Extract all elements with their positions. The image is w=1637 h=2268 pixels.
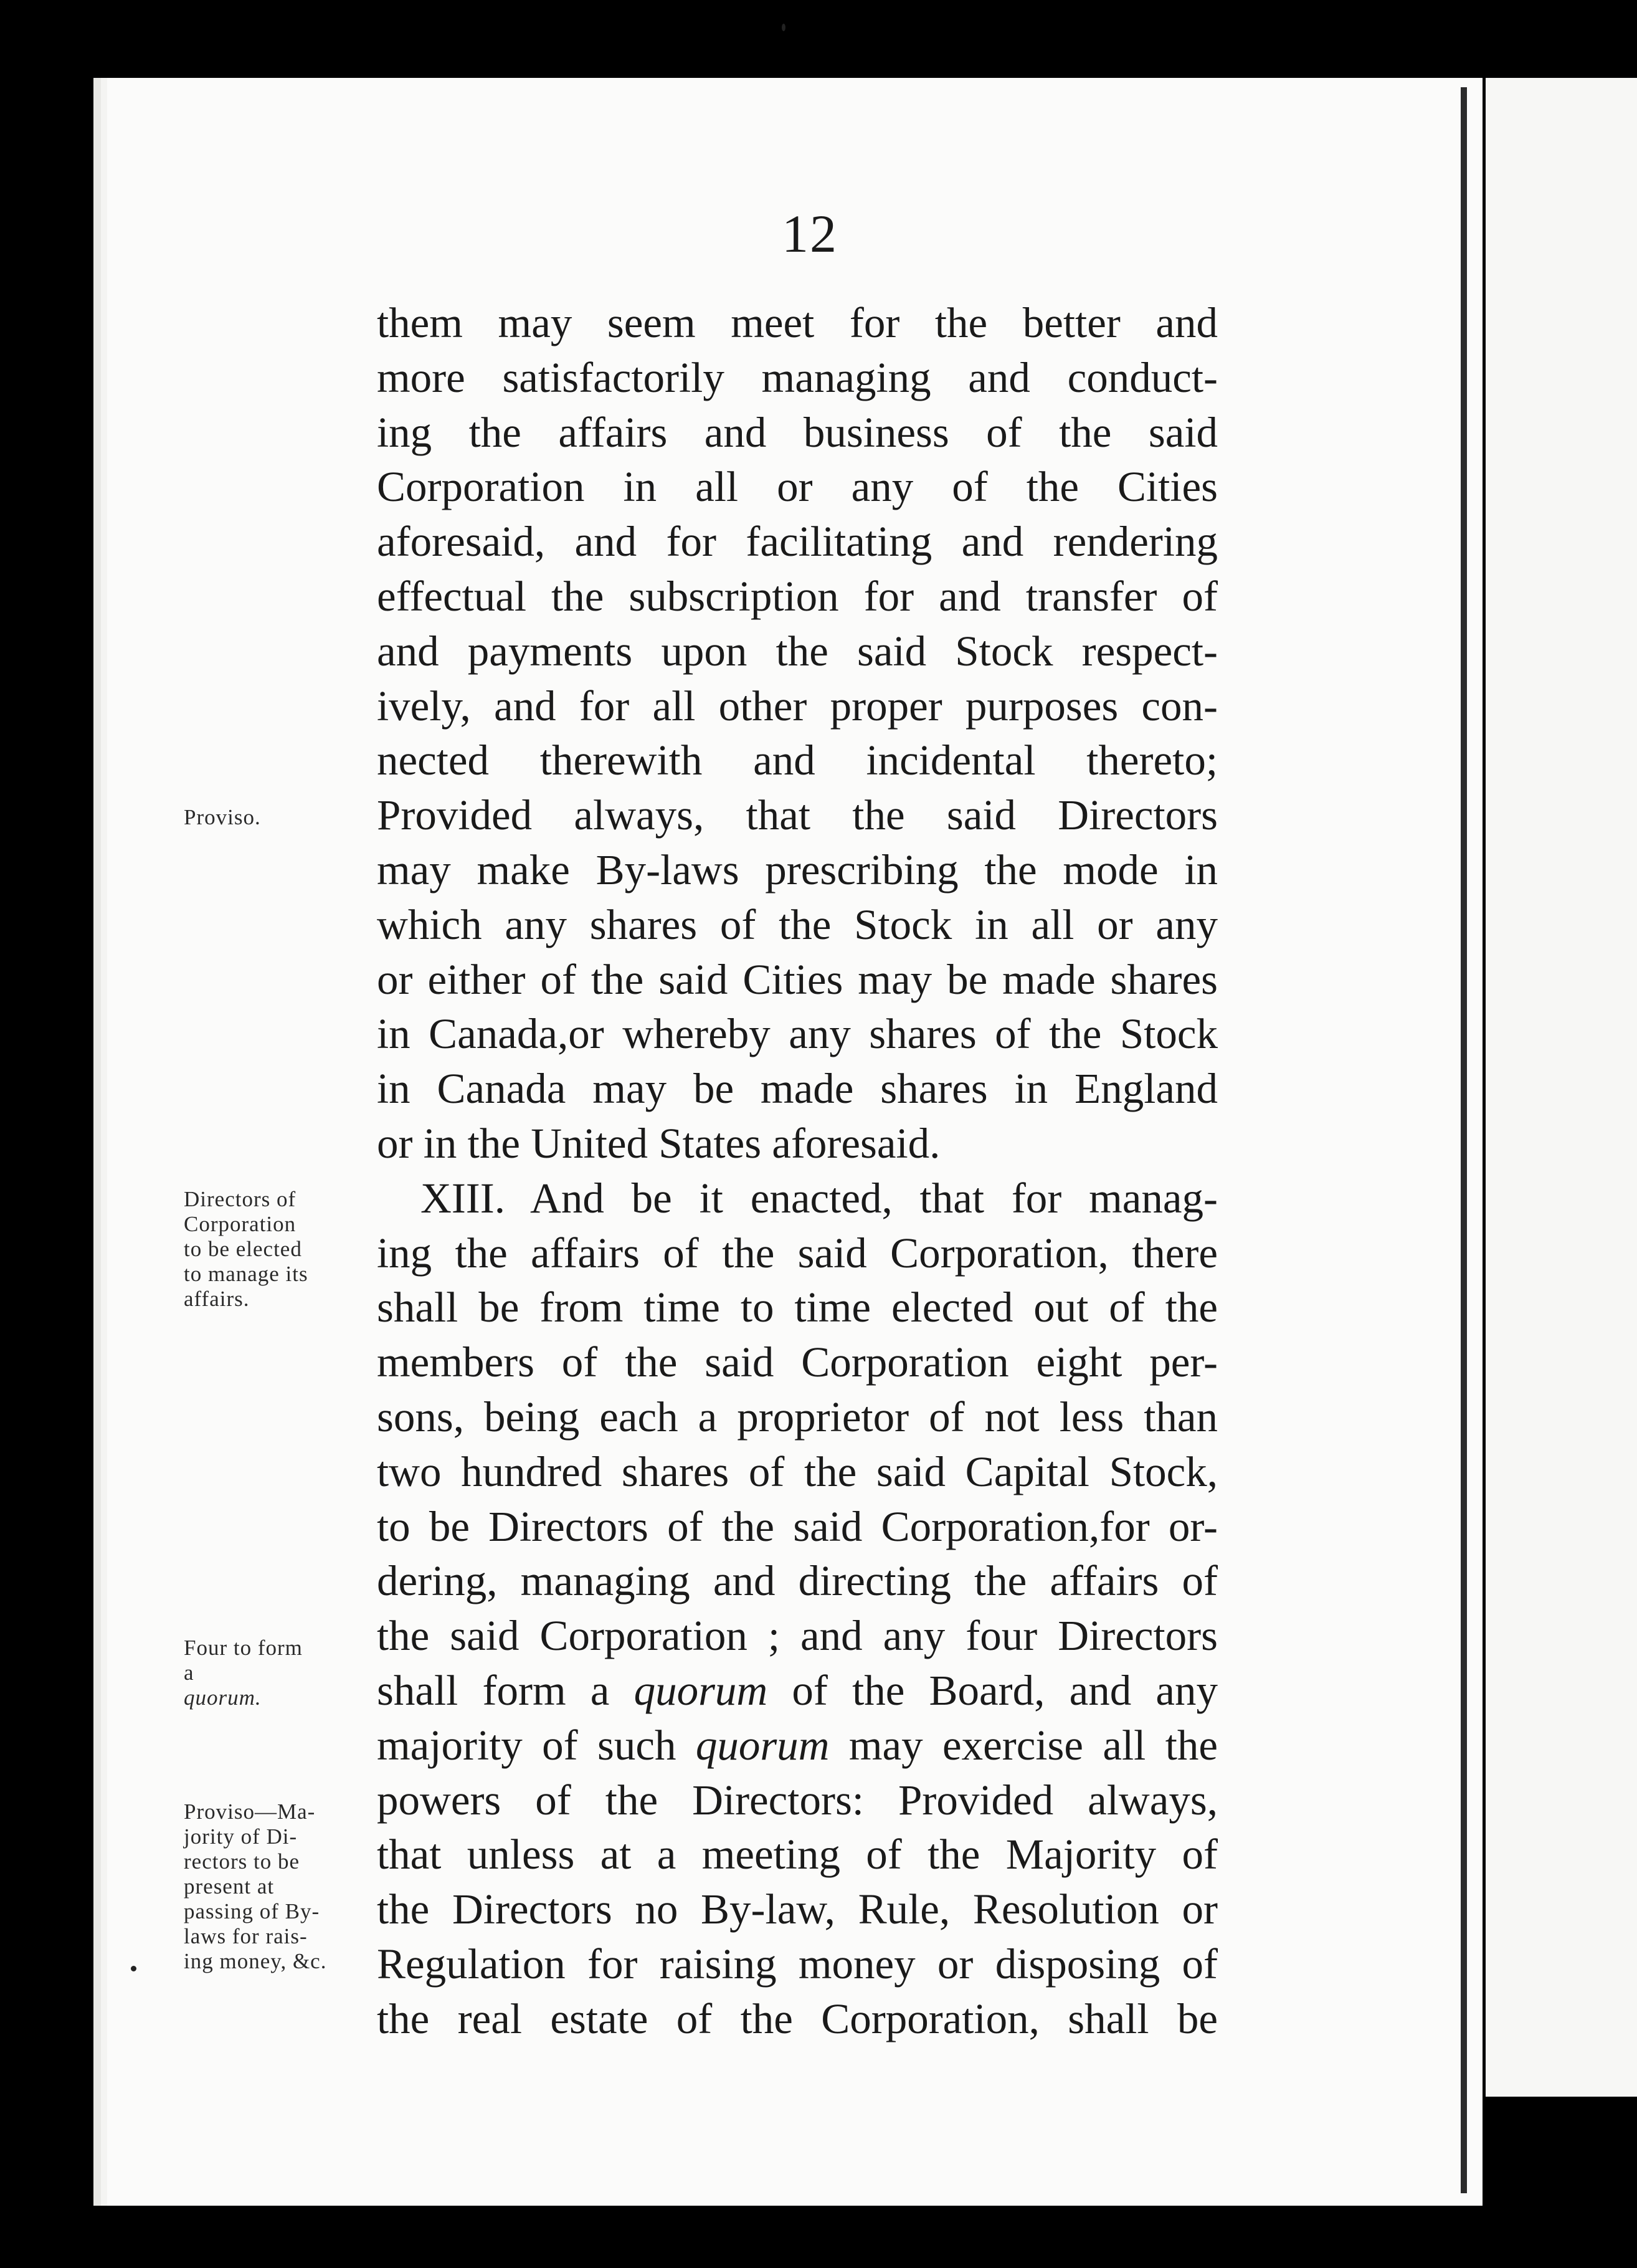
margin-note-line: to manage its	[184, 1262, 308, 1286]
body-line: members of the said Corporation eight per-	[377, 1338, 1218, 1386]
body-line: Corporation in all or any of the Cities	[377, 463, 1218, 511]
body-line: powers of the Directors: Provided always,	[377, 1776, 1218, 1824]
body-line: ing the affairs of the said Corporation, there	[377, 1229, 1218, 1277]
dust-speck	[782, 24, 785, 31]
margin-note-line: Corporation	[184, 1212, 297, 1236]
body-line: in Canada may be made shares in England	[377, 1065, 1218, 1113]
body-line: or either of the said Cities may be made shares	[377, 955, 1218, 1003]
body-line: them may seem meet for the better and	[377, 299, 1218, 346]
margin-note-line: a quorum.	[184, 1660, 374, 1710]
margin-note-line: rectors to be	[184, 1849, 300, 1874]
body-line: shall be from time to time elected out of the	[377, 1284, 1218, 1332]
margin-note-directors	[184, 1187, 374, 1312]
body-line: or in the United States aforesaid.	[377, 1119, 941, 1167]
body-line-quorum: shall form a quorum of the Board, and any	[377, 1666, 1218, 1714]
margin-note-quorum	[184, 1636, 374, 1710]
page-edge-shadow	[1461, 87, 1467, 2193]
body-line: dering, managing and directing the affairs of	[377, 1557, 1218, 1605]
margin-note-line: to be elected	[184, 1237, 302, 1261]
italic-quorum: quorum	[633, 1666, 768, 1714]
facing-page-edge	[1486, 78, 1637, 2097]
body-line: ing the affairs and business of the said	[377, 408, 1218, 456]
body-line: aforesaid, and for facilitating and rendering	[377, 518, 1218, 566]
margin-note-proviso-majority	[184, 1799, 374, 1974]
margin-note-line: jority of Di-	[184, 1824, 298, 1849]
body-line: may make By-laws prescribing the mode in	[377, 846, 1218, 893]
italic-quorum: quorum.	[184, 1685, 262, 1710]
margin-note-line: Directors of	[184, 1187, 297, 1211]
margin-note-line: Four to form	[184, 1636, 303, 1660]
margin-note-line: affairs.	[184, 1287, 250, 1311]
section-heading-line: XIII. And be it enacted, that for manag-	[420, 1174, 1218, 1222]
margin-note-line: Proviso—Ma-	[184, 1799, 316, 1824]
body-line: Provided always, that the said Directors	[377, 791, 1218, 839]
margin-note-line: present at	[184, 1874, 275, 1899]
body-line: the Directors no By-law, Rule, Resolution or	[377, 1885, 1218, 1933]
italic-quorum: quorum	[695, 1721, 830, 1769]
body-line: the said Corporation ; and any four Directors	[377, 1612, 1218, 1660]
body-line: nected therewith and incidental thereto;	[377, 736, 1218, 784]
body-line: two hundred shares of the said Capital Stock,	[377, 1447, 1218, 1495]
margin-note-line: laws for rais-	[184, 1924, 308, 1948]
body-line-quorum: majority of such quorum may exercise all the	[377, 1721, 1218, 1769]
body-line: and payments upon the said Stock respect-	[377, 627, 1218, 675]
body-line: Regulation for raising money or disposing of	[377, 1940, 1218, 1988]
margin-note-line: ing money, &c.	[184, 1949, 327, 1973]
body-line: more satisfactorily managing and conduct-	[377, 353, 1218, 401]
margin-note-line: Proviso.	[184, 805, 261, 829]
body-line: sons, being each a proprietor of not less than	[377, 1393, 1218, 1441]
body-line: which any shares of the Stock in all or any	[377, 900, 1218, 948]
body-line: that unless at a meeting of the Majority of	[377, 1831, 1218, 1879]
page-number: 12	[782, 204, 838, 264]
body-line: the real estate of the Corporation, shall be	[377, 1994, 1218, 2042]
margin-note-proviso	[184, 805, 374, 830]
body-line: effectual the subscription for and transfer of	[377, 572, 1218, 620]
margin-note-line: passing of By-	[184, 1899, 320, 1923]
dust-speck	[131, 1966, 136, 1971]
body-line: in Canada,or whereby any shares of the Stock	[377, 1010, 1218, 1058]
body-text	[377, 296, 1218, 2047]
body-line: to be Directors of the said Corporation,for or-	[377, 1502, 1218, 1550]
body-line: ively, and for all other proper purposes con-	[377, 682, 1218, 730]
